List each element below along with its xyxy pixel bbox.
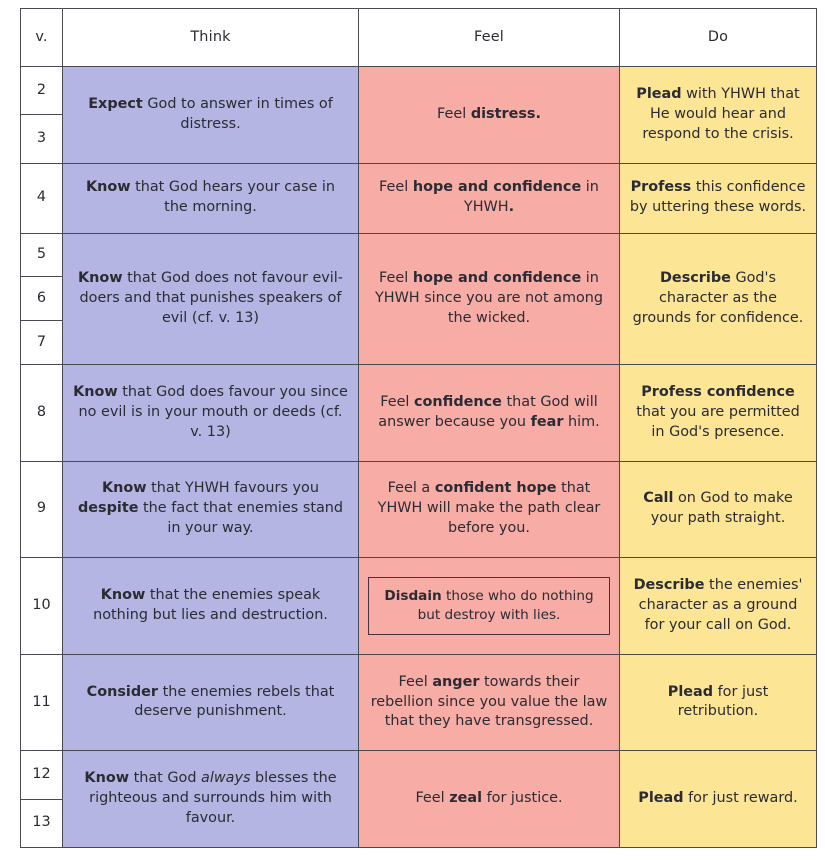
feel-cell-2-3: Feel distress.	[359, 67, 620, 164]
verse-cell-4: 4	[21, 163, 63, 233]
verse-cell-2: 2	[21, 67, 63, 115]
column-header-think: Think	[63, 9, 359, 67]
do-cell-4: Profess this confidence by uttering these words.	[620, 163, 817, 233]
table-row	[21, 163, 817, 233]
do-cell-5-7: Describe God's character as the grounds for confidence.	[620, 233, 817, 364]
do-cell-8: Profess confidence that you are permitted in God's presence.	[620, 364, 817, 461]
table-row	[21, 654, 817, 751]
verse-cell-9: 9	[21, 461, 63, 558]
column-header-verse: v.	[21, 9, 63, 67]
verse-cell-3: 3	[21, 115, 63, 163]
verse-cell-13: 13	[21, 799, 63, 847]
feel-cell-10	[359, 558, 620, 655]
column-header-do: Do	[620, 9, 817, 67]
think-cell-8: Know that God does favour you since no evil is in your mouth or deeds (cf. v. 13)	[63, 364, 359, 461]
think-cell-10: Know that the enemies speak nothing but lies and destruction.	[63, 558, 359, 655]
table-row	[21, 233, 817, 277]
verse-cell-6: 6	[21, 277, 63, 321]
do-cell-11: Plead for just retribution.	[620, 654, 817, 751]
table-row	[21, 558, 817, 655]
think-cell-9: Know that YHWH favours you despite the fact that enemies stand in your way.	[63, 461, 359, 558]
table-row	[21, 751, 817, 799]
do-cell-2-3: Plead with YHWH that He would hear and respond to the crisis.	[620, 67, 817, 164]
feel-cell-4: Feel hope and confidence in YHWH.	[359, 163, 620, 233]
think-feel-do-matrix	[20, 8, 817, 848]
verse-cell-7: 7	[21, 321, 63, 365]
verse-cell-5: 5	[21, 233, 63, 277]
verse-cell-11: 11	[21, 654, 63, 751]
feel-cell-9: Feel a confident hope that YHWH will make the path clear before you.	[359, 461, 620, 558]
feel-cell-5-7: Feel hope and confidence in YHWH since you are not among the wicked.	[359, 233, 620, 364]
think-cell-2-3: Expect God to answer in times of distress.	[63, 67, 359, 164]
do-cell-10: Describe the enemies' character as a ground for your call on God.	[620, 558, 817, 655]
do-cell-12-13: Plead for just reward.	[620, 751, 817, 848]
do-cell-9: Call on God to make your path straight.	[620, 461, 817, 558]
feel-cell-8: Feel confidence that God will answer because you fear him.	[359, 364, 620, 461]
feel-cell-12-13: Feel zeal for justice.	[359, 751, 620, 848]
think-cell-5-7: Know that God does not favour evil-doers and that punishes speakers of evil (cf. v. 13)	[63, 233, 359, 364]
verse-cell-10: 10	[21, 558, 63, 655]
table-row	[21, 364, 817, 461]
disdain-callout-box: Disdain those who do nothing but destroy with lies.	[368, 577, 610, 635]
think-cell-4: Know that God hears your case in the morning.	[63, 163, 359, 233]
table-row	[21, 461, 817, 558]
feel-cell-11: Feel anger towards their rebellion since you value the law that they have transgressed.	[359, 654, 620, 751]
think-cell-11: Consider the enemies rebels that deserve punishment.	[63, 654, 359, 751]
verse-cell-8: 8	[21, 364, 63, 461]
table-header	[21, 9, 817, 67]
verse-cell-12: 12	[21, 751, 63, 799]
think-cell-12-13: Know that God always blesses the righteous and surrounds him with favour.	[63, 751, 359, 848]
column-header-feel: Feel	[359, 9, 620, 67]
table-row	[21, 67, 817, 115]
table-body	[21, 67, 817, 848]
header-row	[21, 9, 817, 67]
